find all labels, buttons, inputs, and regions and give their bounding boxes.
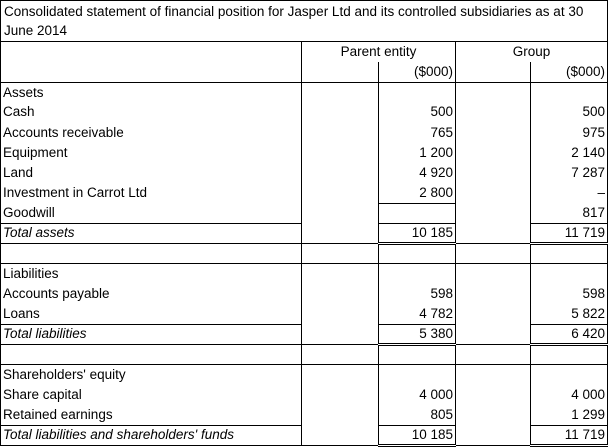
- gutter-cell: [302, 284, 379, 304]
- gutter-cell: [302, 163, 379, 183]
- row-label: Total assets: [1, 223, 302, 243]
- title-row: [1, 1, 608, 42]
- parent-value: [379, 264, 456, 284]
- gutter-cell: [456, 304, 531, 324]
- gutter-cell: [302, 102, 379, 122]
- unit-row: [1, 62, 608, 82]
- row-label: Accounts payable: [1, 284, 302, 304]
- table-row: [1, 264, 608, 284]
- group-value: –: [531, 183, 608, 203]
- gutter-cell: [302, 82, 379, 102]
- gutter-cell: [302, 203, 379, 223]
- group-value: 5 822: [531, 304, 608, 324]
- group-value: [531, 344, 608, 364]
- row-label: Assets: [1, 82, 302, 102]
- gutter-cell: [302, 425, 379, 445]
- gutter-cell: [302, 244, 379, 264]
- table-row: [1, 425, 608, 445]
- gutter-cell: [302, 405, 379, 425]
- parent-value: 500: [379, 102, 456, 122]
- gutter-cell: [456, 143, 531, 163]
- gutter-cell: [302, 304, 379, 324]
- parent-value: 5 380: [379, 324, 456, 344]
- gutter-cell: [456, 123, 531, 143]
- parent-value: 1 200: [379, 143, 456, 163]
- table-row: [1, 324, 608, 344]
- group-value: 500: [531, 102, 608, 122]
- gutter-cell: [456, 102, 531, 122]
- gutter-cell: [302, 344, 379, 364]
- spacer-row: [1, 344, 608, 364]
- table-row: [1, 223, 608, 243]
- group-value: 598: [531, 284, 608, 304]
- group-value: 817: [531, 203, 608, 223]
- spacer-row: [1, 244, 608, 264]
- parent-value: 598: [379, 284, 456, 304]
- table-row: [1, 284, 608, 304]
- table-row: [1, 203, 608, 223]
- table-row: [1, 123, 608, 143]
- row-label: [1, 344, 302, 364]
- group-value: 11 719: [531, 223, 608, 243]
- group-value: 6 420: [531, 324, 608, 344]
- group-value: 11 719: [531, 425, 608, 445]
- parent-value: 765: [379, 123, 456, 143]
- group-value: 975: [531, 123, 608, 143]
- statement-title: Consolidated statement of financial position for Jasper Ltd and its controlled subsidiaries as at 30 June 2014: [1, 1, 608, 42]
- parent-value: 4 920: [379, 163, 456, 183]
- table-row: [1, 385, 608, 405]
- parent-value: 4 782: [379, 304, 456, 324]
- parent-unit-label: ($000): [379, 62, 456, 82]
- gutter-cell: [456, 324, 531, 344]
- parent-value: [379, 203, 456, 223]
- gutter-cell: [456, 203, 531, 223]
- row-label: Liabilities: [1, 264, 302, 284]
- table-row: [1, 405, 608, 425]
- group-value: [531, 82, 608, 102]
- gutter-cell: [456, 223, 531, 243]
- gutter-cell: [456, 163, 531, 183]
- table-row: [1, 183, 608, 203]
- table-row: [1, 143, 608, 163]
- group-value: [531, 244, 608, 264]
- parent-value: [379, 244, 456, 264]
- group-header: Group: [456, 42, 608, 62]
- table-row: [1, 82, 608, 102]
- parent-value: 10 185: [379, 425, 456, 445]
- group-value: 2 140: [531, 143, 608, 163]
- table-row: [1, 365, 608, 385]
- gutter-cell: [302, 223, 379, 243]
- gutter-cell: [302, 123, 379, 143]
- parent-value: [379, 82, 456, 102]
- parent-value: 4 000: [379, 385, 456, 405]
- gutter-cell: [456, 344, 531, 364]
- table-row: [1, 102, 608, 122]
- row-label: Cash: [1, 102, 302, 122]
- row-label: Loans: [1, 304, 302, 324]
- gutter-cell: [302, 385, 379, 405]
- row-label: Shareholders' equity: [1, 365, 302, 385]
- row-label: Accounts receivable: [1, 123, 302, 143]
- row-label: Goodwill: [1, 203, 302, 223]
- table-row: [1, 304, 608, 324]
- parent-value: [379, 365, 456, 385]
- group-value: [531, 264, 608, 284]
- parent-value: 10 185: [379, 223, 456, 243]
- row-label: Total liabilities: [1, 324, 302, 344]
- group-value: [531, 365, 608, 385]
- row-label: Retained earnings: [1, 405, 302, 425]
- row-label: [1, 244, 302, 264]
- row-label: Investment in Carrot Ltd: [1, 183, 302, 203]
- group-unit-label: ($000): [531, 62, 608, 82]
- parent-entity-header: Parent entity: [302, 42, 456, 62]
- group-value: 7 287: [531, 163, 608, 183]
- gutter-cell: [302, 365, 379, 385]
- group-value: 1 299: [531, 405, 608, 425]
- gutter-cell: [302, 143, 379, 163]
- gutter-cell: [456, 365, 531, 385]
- gutter-cell: [456, 385, 531, 405]
- gutter-cell: [456, 425, 531, 445]
- parent-value: [379, 344, 456, 364]
- parent-value: 2 800: [379, 183, 456, 203]
- parent-value: 805: [379, 405, 456, 425]
- row-label: Total liabilities and shareholders' funds: [1, 425, 302, 445]
- gutter-cell: [456, 244, 531, 264]
- gutter-cell: [456, 284, 531, 304]
- gutter-cell: [456, 405, 531, 425]
- gutter-cell: [456, 183, 531, 203]
- row-label: Land: [1, 163, 302, 183]
- gutter-cell: [456, 264, 531, 284]
- gutter-cell: [302, 264, 379, 284]
- gutter-cell: [456, 82, 531, 102]
- group-value: 4 000: [531, 385, 608, 405]
- table-row: [1, 163, 608, 183]
- row-label: Equipment: [1, 143, 302, 163]
- gutter-cell: [302, 324, 379, 344]
- gutter-cell: [302, 183, 379, 203]
- column-header-row: [1, 42, 608, 62]
- row-label: Share capital: [1, 385, 302, 405]
